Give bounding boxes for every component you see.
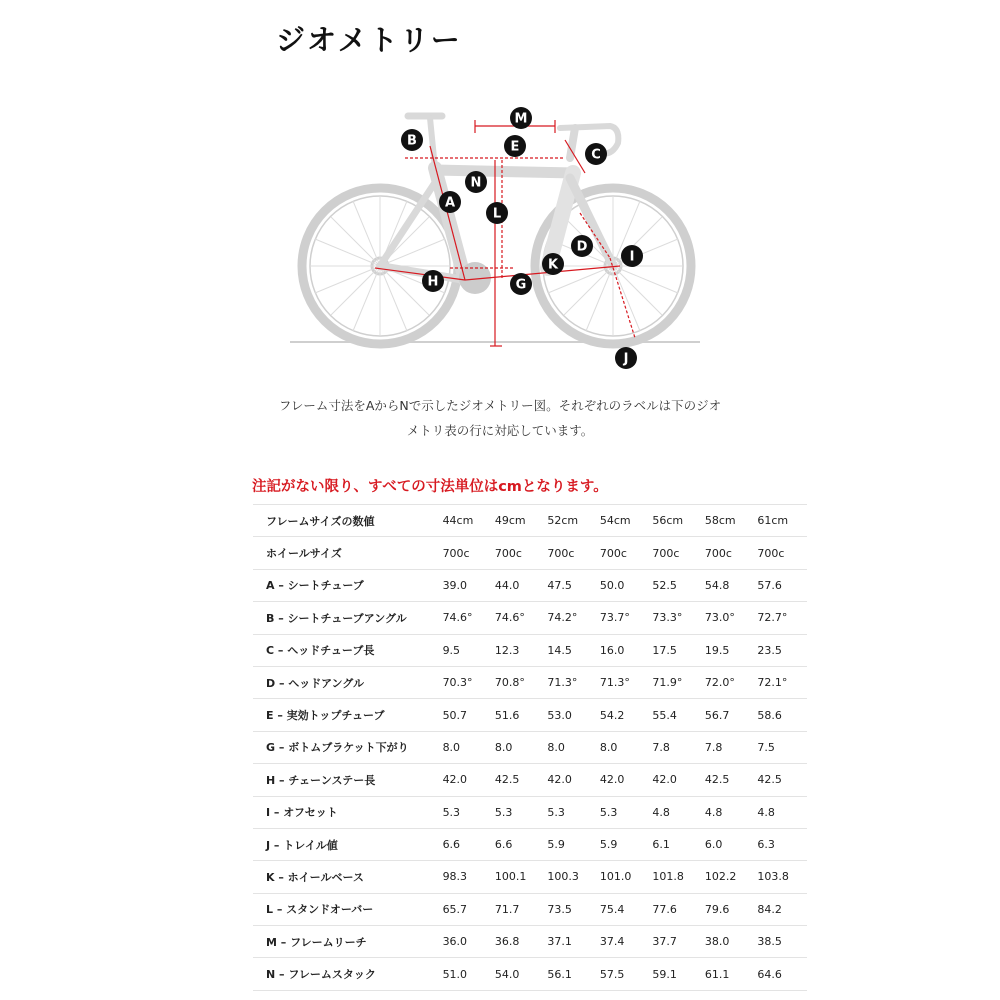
svg-text:I: I [629, 249, 635, 265]
cell-value: 84.2 [757, 902, 782, 916]
cell-value: 42.5 [704, 773, 730, 787]
cell-value: 7.8 [704, 740, 723, 754]
cell-value: 72.7° [757, 611, 788, 625]
cell-value: 57.5 [599, 967, 625, 981]
cell-value: 74.6° [442, 611, 473, 625]
cell-value: 73.3° [652, 611, 683, 625]
cell-value: 6.1 [652, 838, 670, 852]
cell-value: 100.3 [547, 870, 579, 884]
cell-value: 9.5 [442, 643, 461, 657]
row-label: H – チェーンステー長 [266, 773, 376, 787]
cell-value: 7.5 [757, 740, 775, 754]
cell-value: 42.5 [494, 773, 520, 787]
cell-value: 5.9 [547, 838, 565, 852]
cell-value: 700c [757, 546, 785, 560]
row-label: フレームサイズの数値 [266, 514, 375, 528]
dimension-marker-j [615, 347, 637, 369]
page-title: ジオメトリー [276, 23, 462, 57]
cell-value: 101.0 [599, 870, 632, 884]
cell-value: 42.0 [652, 773, 677, 787]
geometry-table [253, 504, 807, 991]
cell-value: 64.6 [757, 967, 782, 981]
table-row [253, 828, 807, 860]
row-label: K – ホイールベース [266, 870, 364, 884]
dimension-marker-a [439, 191, 461, 213]
svg-text:A: A [444, 195, 456, 211]
table-row [253, 666, 807, 698]
svg-text:N: N [470, 175, 482, 191]
cell-value: 53.0 [547, 708, 572, 722]
cell-value: 37.4 [599, 935, 625, 949]
dimension-marker-c [585, 143, 607, 165]
svg-text:M: M [514, 111, 528, 127]
cell-value: 36.8 [494, 935, 520, 949]
cell-value: 54.2 [599, 708, 625, 722]
cell-value: 102.2 [704, 870, 737, 884]
cell-value: 71.3° [599, 676, 630, 690]
row-label: ホイールサイズ [266, 547, 342, 561]
cell-value: 73.7° [599, 611, 630, 625]
row-label: G – ボトムブラケット下がり [266, 741, 409, 755]
table-row [253, 958, 807, 990]
cell-value: 38.0 [704, 935, 730, 949]
diagram-caption [270, 393, 730, 443]
cell-value: 54.0 [494, 967, 520, 981]
row-label: C – ヘッドチューブ長 [266, 644, 375, 658]
cell-value: 55.4 [652, 708, 677, 722]
cell-value: 65.7 [442, 902, 468, 916]
dimension-marker-d [571, 235, 593, 257]
dimension-marker-i [621, 245, 643, 267]
cell-value: 23.5 [757, 643, 782, 657]
cell-value: 100.1 [494, 870, 527, 884]
cell-value: 6.6 [494, 838, 513, 852]
row-label: B – シートチューブアングル [266, 611, 407, 625]
table-row [253, 569, 807, 601]
cell-value: 6.3 [757, 838, 775, 852]
svg-text:E: E [510, 139, 520, 155]
table-row [253, 699, 807, 731]
row-label: D – ヘッドアングル [266, 676, 364, 690]
table-row [253, 796, 807, 828]
cell-value: 52.5 [652, 578, 677, 592]
cell-value: 700c [652, 546, 680, 560]
cell-value: 5.3 [442, 805, 461, 819]
cell-value: 6.6 [442, 838, 461, 852]
cell-value: 73.0° [704, 611, 735, 625]
svg-text:J: J [623, 351, 629, 367]
cell-value: 74.2° [547, 611, 578, 625]
cell-value: 56.1 [547, 967, 572, 981]
bike-geometry-diagram [290, 98, 710, 378]
cell-value: 70.8° [494, 676, 525, 690]
cell-value: 5.3 [494, 805, 513, 819]
cell-value: 6.0 [704, 838, 723, 852]
cell-value: 56.7 [704, 708, 730, 722]
cell-value: 8.0 [494, 740, 513, 754]
caption-line-2: メトリ表の行に対応しています。 [406, 423, 594, 438]
row-label: M – フレームリーチ [266, 935, 367, 949]
svg-text:G: G [515, 277, 527, 293]
cell-value: 73.5 [547, 902, 572, 916]
row-label: A – シートチューブ [266, 579, 364, 593]
cell-value: 71.3° [547, 676, 578, 690]
svg-text:K: K [547, 257, 559, 273]
cell-value: 79.6 [704, 902, 730, 916]
cell-value: 50.0 [599, 578, 625, 592]
cell-value: 75.4 [599, 902, 625, 916]
cell-value: 51.6 [494, 708, 520, 722]
cell-value: 58cm [704, 514, 736, 528]
cell-value: 51.0 [442, 967, 468, 981]
cell-value: 7.8 [652, 740, 670, 754]
caption-line-1: フレーム寸法をAからNで示したジオメトリー図。それぞれのラベルは下のジオ [278, 398, 722, 413]
frame-brand-text: TREK [519, 181, 553, 225]
cell-value: 42.0 [599, 773, 625, 787]
cell-value: 56cm [652, 514, 684, 528]
cell-value: 49cm [494, 514, 526, 528]
cell-value: 52cm [547, 514, 579, 528]
cell-value: 19.5 [704, 643, 730, 657]
cell-value: 103.8 [757, 870, 789, 884]
cell-value: 70.3° [442, 676, 473, 690]
cell-value: 77.6 [652, 902, 677, 916]
svg-text:B: B [407, 133, 417, 149]
cell-value: 74.6° [494, 611, 525, 625]
row-label: L – スタンドオーバー [266, 903, 374, 917]
dimension-marker-n [465, 171, 487, 193]
cell-value: 4.8 [704, 805, 723, 819]
cell-value: 14.5 [547, 643, 572, 657]
cell-value: 47.5 [547, 578, 572, 592]
cell-value: 61.1 [704, 967, 730, 981]
cell-value: 72.0° [704, 676, 735, 690]
table-row [253, 926, 807, 958]
cell-value: 58.6 [757, 708, 782, 722]
cell-value: 50.7 [442, 708, 468, 722]
cell-value: 54.8 [704, 578, 730, 592]
cell-value: 71.7 [494, 902, 520, 916]
row-label: N – フレームスタック [266, 968, 376, 982]
svg-text:L: L [492, 206, 502, 222]
cell-value: 8.0 [547, 740, 565, 754]
table-row [253, 893, 807, 925]
dimension-marker-l [486, 202, 508, 224]
table-row [253, 634, 807, 666]
svg-text:C: C [591, 147, 601, 163]
cell-value: 36.0 [442, 935, 468, 949]
cell-value: 700c [547, 546, 575, 560]
cell-value: 37.1 [547, 935, 572, 949]
dimension-marker-g [510, 273, 532, 295]
table-row [253, 861, 807, 893]
dimension-marker-m [510, 107, 532, 129]
row-label: I – オフセット [266, 806, 338, 820]
cell-value: 5.3 [547, 805, 565, 819]
cell-value: 101.8 [652, 870, 684, 884]
dimension-marker-k [542, 253, 564, 275]
table-row [253, 731, 807, 763]
cell-value: 700c [442, 546, 470, 560]
cell-value: 17.5 [652, 643, 677, 657]
cell-value: 4.8 [652, 805, 670, 819]
cell-value: 98.3 [442, 870, 468, 884]
row-label: E – 実効トップチューブ [266, 709, 385, 723]
cell-value: 5.3 [599, 805, 618, 819]
table-row [253, 764, 807, 796]
cell-value: 700c [704, 546, 732, 560]
units-note: 注記がない限り、すべての寸法単位はcmとなります。 [252, 479, 608, 495]
cell-value: 54cm [599, 514, 631, 528]
cell-value: 8.0 [442, 740, 461, 754]
table-row [253, 537, 807, 569]
svg-text:H: H [427, 274, 439, 290]
cell-value: 38.5 [757, 935, 782, 949]
cell-value: 4.8 [757, 805, 775, 819]
table-header-row [253, 505, 807, 537]
dimension-marker-b [401, 129, 423, 151]
cell-value: 71.9° [652, 676, 683, 690]
cell-value: 700c [599, 546, 627, 560]
cell-value: 16.0 [599, 643, 625, 657]
cell-value: 72.1° [757, 676, 788, 690]
cell-value: 700c [494, 546, 522, 560]
cell-value: 59.1 [652, 967, 677, 981]
cell-value: 44.0 [494, 578, 520, 592]
dimension-marker-h [422, 270, 444, 292]
cell-value: 44cm [442, 514, 474, 528]
cell-value: 37.7 [652, 935, 677, 949]
table-row [253, 602, 807, 634]
svg-text:D: D [576, 239, 588, 255]
cell-value: 8.0 [599, 740, 618, 754]
cell-value: 57.6 [757, 578, 782, 592]
cell-value: 12.3 [494, 643, 520, 657]
cell-value: 5.9 [599, 838, 618, 852]
cell-value: 42.5 [757, 773, 782, 787]
cell-value: 39.0 [442, 578, 468, 592]
dimension-marker-e [504, 135, 526, 157]
row-label: J – トレイル値 [266, 838, 338, 852]
cell-value: 42.0 [442, 773, 468, 787]
cell-value: 61cm [757, 514, 789, 528]
cell-value: 42.0 [547, 773, 572, 787]
